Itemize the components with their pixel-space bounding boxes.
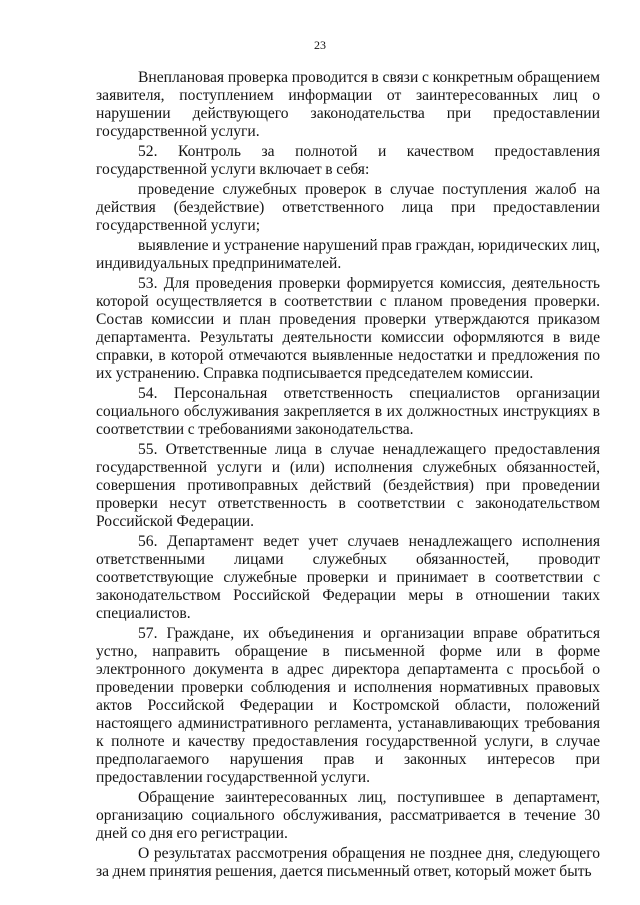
- paragraph-57: 57. Граждане, их объединения и организации вправе обратиться устно, направить обращение в письменной форме или в форме электронного документа в адрес директора департамента с просьбой о проведении проверки соблюдения и исполнения нормативных правовых актов Российской Федерации и Костромской области, положений настоящего административного регламента, устанавливающих требования к полноте и качеству предоставления государственной услуги, в случае предполагаемого нарушения прав и законных интересов при предоставлении государственной услуги.: [96, 625, 600, 786]
- paragraph-written-response: О результатах рассмотрения обращения не позднее дня, следующего за днем принятия решения, дается письменный ответ, который может быть: [96, 845, 600, 880]
- paragraph-service-inspections: проведение служебных проверок в случае поступления жалоб на действия (бездействие) ответственного лица при предоставлении государственной услуги;: [96, 181, 600, 234]
- page-number: 23: [314, 38, 326, 52]
- paragraph-54: 54. Персональная ответственность специалистов организации социального обслуживания закрепляется в их должностных инструкциях в соответствии с требованиями законодательства.: [96, 385, 600, 438]
- paragraph-53: 53. Для проведения проверки формируется комиссия, деятельность которой осуществляется в соответствии с планом проведения проверки. Состав комиссии и план проведения проверки утверждаются приказом департамента. Результаты деятельности комиссии оформляются в виде справки, в которой отмечаются выявленные недостатки и предложения по их устранению. Справка подписывается председателем комиссии.: [96, 275, 600, 382]
- document-body: [96, 69, 600, 881]
- paragraph-52: 52. Контроль за полнотой и качеством предоставления государственной услуги включает в себя:: [96, 143, 600, 178]
- paragraph-55: 55. Ответственные лица в случае ненадлежащего предоставления государственной услуги и (или) исполнения служебных обязанностей, совершения противоправных действий (бездействия) при проведении проверки несут ответственность в соответствии с законодательством Российской Федерации.: [96, 441, 600, 530]
- paragraph-unscheduled-inspection: Внеплановая проверка проводится в связи с конкретным обращением заявителя, поступлением информации от заинтересованных лиц о нарушении действующего законодательства при предоставлении государственной услуги.: [96, 69, 600, 140]
- paragraph-56: 56. Департамент ведет учет случаев ненадлежащего исполнения ответственными лицами служебных обязанностей, проводит соответствующие служебные проверки и принимает в соответствии с законодательством Российской Федерации меры в отношении таких специалистов.: [96, 533, 600, 622]
- paragraph-appeal-review: Обращение заинтересованных лиц, поступившее в департамент, организацию социального обслуживания, рассматривается в течение 30 дней со дня его регистрации.: [96, 789, 600, 842]
- paragraph-violations: выявление и устранение нарушений прав граждан, юридических лиц, индивидуальных предпринимателей.: [96, 237, 600, 272]
